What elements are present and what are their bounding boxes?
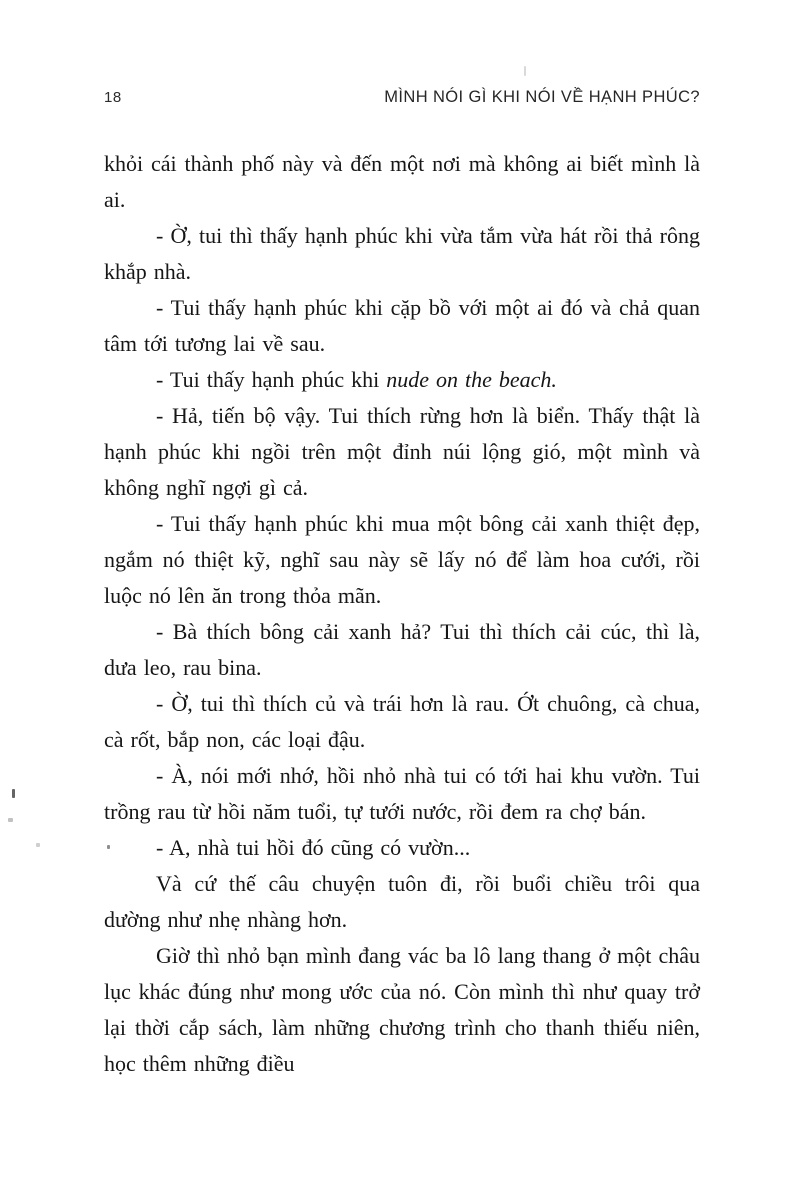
paragraph [104,398,700,506]
paragraph-text: - Bà thích bông cải xanh hả? Tui thì thích cải cúc, thì là, dưa leo, rau bina. [104,619,700,680]
paragraph-text: - Hả, tiến bộ vậy. Tui thích rừng hơn là biển. Thấy thật là hạnh phúc khi ngồi trên một đỉnh núi lộng gió, một mình và không nghĩ ngợi gì cả. [104,403,700,500]
paragraph-text: - Tui thấy hạnh phúc khi [156,367,387,392]
paragraph-text: - À, nói mới nhớ, hồi nhỏ nhà tui có tới hai khu vườn. Tui trồng rau từ hồi năm tuổi, tự tưới nước, rồi đem ra chợ bán. [104,763,700,824]
paragraph-text: Và cứ thế câu chuyện tuôn đi, rồi buổi chiều trôi qua dường như nhẹ nhàng hơn. [104,871,700,932]
scan-speck [8,818,13,822]
page-header [104,88,700,107]
paragraph-text: - Tui thấy hạnh phúc khi cặp bồ với một ai đó và chả quan tâm tới tương lai về sau. [104,295,700,356]
paragraph [104,362,700,398]
scan-speck [524,66,526,76]
page-number: 18 [104,89,122,106]
scan-speck [107,845,110,849]
paragraph-text: - Tui thấy hạnh phúc khi mua một bông cải xanh thiệt đẹp, ngắm nó thiệt kỹ, nghĩ sau này sẽ lấy nó để làm hoa cưới, rồi luộc nó lên ăn trong thỏa mãn. [104,511,700,608]
paragraph [104,866,700,938]
paragraph [104,146,700,218]
paragraph-text-italic: nude on the beach. [386,367,557,392]
paragraph [104,506,700,614]
running-title: MÌNH NÓI GÌ KHI NÓI VỀ HẠNH PHÚC? [384,88,700,106]
scan-speck [12,789,15,798]
paragraph-text: Giờ thì nhỏ bạn mình đang vác ba lô lang thang ở một châu lục khác đúng như mong ước của nó. Còn mình thì như quay trở lại thời cắp sách, làm những chương trình cho thanh thiếu niên, học thêm những điều [104,943,700,1076]
paragraph [104,218,700,290]
paragraph [104,938,700,1082]
paragraph-text: - Ờ, tui thì thích củ và trái hơn là rau. Ớt chuông, cà chua, cà rốt, bắp non, các loại đậu. [104,691,700,752]
paragraph-text: khỏi cái thành phố này và đến một nơi mà không ai biết mình là ai. [104,151,700,212]
body-text [104,146,700,1082]
paragraph [104,830,700,866]
paragraph [104,614,700,686]
paragraph-text: - A, nhà tui hồi đó cũng có vườn... [156,835,471,860]
paragraph [104,686,700,758]
paragraph [104,758,700,830]
scan-speck [36,843,40,847]
paragraph-text: - Ờ, tui thì thấy hạnh phúc khi vừa tắm vừa hát rồi thả rông khắp nhà. [104,223,700,284]
paragraph [104,290,700,362]
